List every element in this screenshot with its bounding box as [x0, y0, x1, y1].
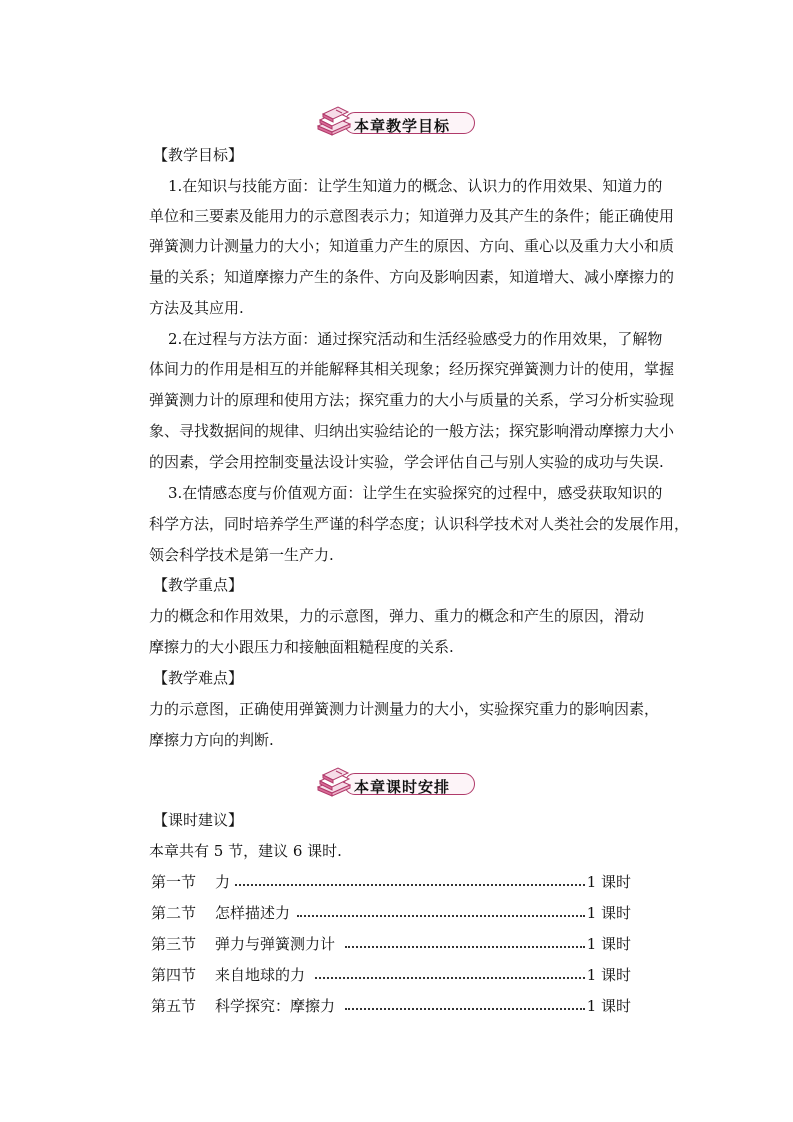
schedule-section: 第五节 [151, 997, 197, 1015]
key-points-line: 力的概念和作用效果，力的示意图，弹力、重力的概念和产生的原因，滑动 [149, 607, 645, 625]
schedule-section: 第三节 [151, 935, 197, 953]
schedule-hours: 1 课时 [586, 997, 631, 1015]
schedule-section: 第一节 [151, 873, 197, 891]
schedule-section: 第四节 [151, 966, 197, 984]
book-stack-icon [316, 767, 352, 797]
goals-line: 象、寻找数据间的规律、归纳出实验结论的一般方法；探究影响滑动摩擦力大小 [149, 422, 675, 440]
dot-leader [235, 884, 585, 886]
goals-line: 2.在过程与方法方面：通过探究活动和生活经验感受力的作用效果，了解物 [168, 330, 663, 348]
schedule-row [151, 872, 631, 892]
banner-title: 本章教学目标 [354, 117, 451, 135]
schedule-title: 力 [215, 873, 231, 891]
goals-line: 领会科学技术是第一生产力. [149, 546, 334, 564]
difficult-points-line: 力的示意图，正确使用弹簧测力计测量力的大小，实验探究重力的影响因素， [149, 700, 660, 718]
schedule-title: 科学探究：摩擦力 [215, 997, 336, 1015]
dot-leader [315, 977, 585, 979]
dot-leader [345, 946, 585, 948]
schedule-row [151, 934, 631, 954]
difficult-points-heading: 【教学难点】 [153, 669, 244, 687]
goals-line: 量的关系；知道摩擦力产生的条件、方向及影响因素，知道增大、减小摩擦力的 [149, 268, 675, 286]
goals-line: 弹簧测力计测量力的大小；知道重力产生的原因、方向、重心以及重力大小和质 [149, 237, 675, 255]
schedule-title: 来自地球的力 [215, 966, 306, 984]
schedule-hours: 1 课时 [586, 904, 631, 922]
schedule-hours: 1 课时 [586, 966, 631, 984]
goals-line: 方法及其应用. [149, 299, 244, 317]
schedule-section: 第二节 [151, 904, 197, 922]
goals-line: 科学方法，同时培养学生严谨的科学态度；认识科学技术对人类社会的发展作用， [149, 515, 690, 533]
schedule-row [151, 903, 631, 923]
schedule-title: 怎样描述力 [215, 904, 291, 922]
key-points-line: 摩擦力的大小跟压力和接触面粗糙程度的关系. [149, 638, 454, 656]
goals-line: 体间力的作用是相互的并能解释其相关现象；经历探究弹簧测力计的使用，掌握 [149, 360, 675, 378]
goals-line: 单位和三要素及能用力的示意图表示力；知道弹力及其产生的条件；能正确使用 [149, 207, 675, 225]
goals-line: 的因素，学会用控制变量法设计实验，学会评估自己与别人实验的成功与失误. [149, 453, 664, 471]
book-stack-icon [316, 106, 352, 136]
chapter-schedule-banner [316, 767, 478, 797]
dot-leader [345, 1008, 585, 1010]
hours-advice-heading: 【课时建议】 [153, 811, 244, 829]
schedule-row [151, 996, 631, 1016]
schedule-hours: 1 课时 [586, 873, 631, 891]
goals-line: 3.在情感态度与价值观方面：让学生在实验探究的过程中，感受获取知识的 [168, 484, 663, 502]
schedule-hours: 1 课时 [586, 935, 631, 953]
schedule-title: 弹力与弹簧测力计 [215, 935, 336, 953]
goals-line: 弹簧测力计的原理和使用方法；探究重力的大小与质量的关系，学习分析实验现 [149, 391, 675, 409]
difficult-points-line: 摩擦力方向的判断. [149, 731, 274, 749]
goals-line: 1.在知识与技能方面：让学生知道力的概念、认识力的作用效果、知道力的 [168, 177, 663, 195]
key-points-heading: 【教学重点】 [153, 576, 244, 594]
dot-leader [297, 915, 585, 917]
banner-title: 本章课时安排 [354, 778, 451, 796]
schedule-row [151, 965, 631, 985]
goals-heading: 【教学目标】 [153, 146, 244, 164]
chapter-goals-banner [316, 106, 478, 136]
hours-summary: 本章共有 5 节，建议 6 课时. [149, 842, 342, 860]
